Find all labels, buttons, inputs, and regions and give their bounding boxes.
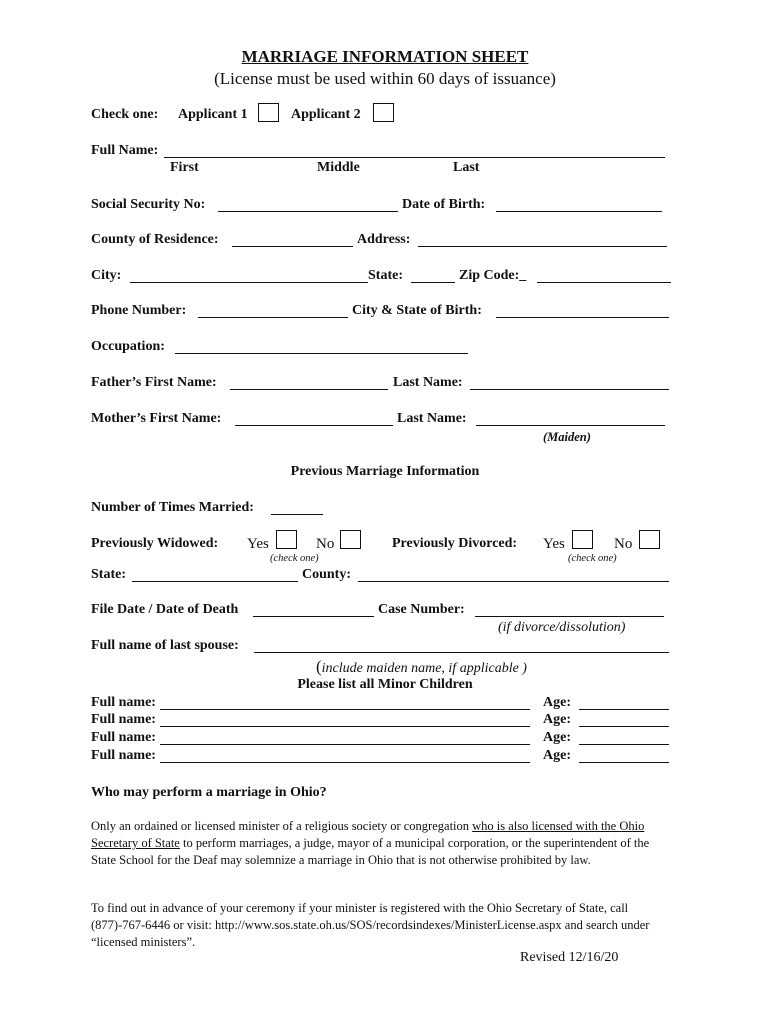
- child-1-age-field[interactable]: [579, 709, 669, 710]
- divorced-check-one-note: (check one): [568, 553, 617, 564]
- applicant-2-checkbox[interactable]: [373, 103, 394, 122]
- mother-last-name-label: Last Name:: [397, 411, 467, 426]
- ssn-label: Social Security No:: [91, 197, 206, 212]
- zip-code-field[interactable]: [537, 282, 671, 283]
- applicant-1-checkbox[interactable]: [258, 103, 279, 122]
- child-2-age-label: Age:: [543, 712, 571, 727]
- father-first-name-field[interactable]: [230, 389, 388, 390]
- child-3-name-field[interactable]: [160, 744, 530, 745]
- child-4-name-field[interactable]: [160, 762, 530, 763]
- file-date-field[interactable]: [253, 616, 374, 617]
- child-1-name-field[interactable]: [160, 709, 530, 710]
- occupation-label: Occupation:: [91, 339, 165, 354]
- zip-code-label: Zip Code:_: [459, 268, 527, 283]
- who-may-perform-heading: Who may perform a marriage in Ohio?: [91, 785, 327, 800]
- divorced-yes-label: Yes: [543, 536, 565, 552]
- case-number-field[interactable]: [475, 616, 664, 617]
- first-name-caption: First: [170, 160, 199, 175]
- child-2-name-field[interactable]: [160, 726, 530, 727]
- widowed-check-one-note: (check one): [270, 553, 319, 564]
- occupation-field[interactable]: [175, 353, 468, 354]
- full-name-field[interactable]: [164, 157, 665, 158]
- previous-county-label: County:: [302, 567, 352, 582]
- county-of-residence-field[interactable]: [232, 246, 353, 247]
- paragraph-1-start: Only an ordained or licensed minister of a religious society or congregation: [91, 819, 473, 833]
- page-subtitle: (License must be used within 60 days of issuance): [214, 69, 556, 88]
- last-name-caption: Last: [453, 160, 480, 175]
- mother-first-name-field[interactable]: [235, 425, 393, 426]
- child-1-name-label: Full name:: [91, 695, 156, 710]
- case-number-label: Case Number:: [378, 602, 465, 617]
- find-out-paragraph: To find out in advance of your ceremony if your minister is registered with the Ohio Secretary of State, call (877)-767-6446 or visit: http://www.sos.state.oh.us/SOS/recordsindexes/MinisterLicense.aspx and search under “licensed ministers”.: [91, 901, 650, 949]
- applicant-2-label: Applicant 2: [291, 107, 361, 122]
- address-field[interactable]: [418, 246, 667, 247]
- divorced-yes-checkbox[interactable]: [572, 530, 593, 549]
- mother-first-name-label: Mother’s First Name:: [91, 411, 222, 426]
- child-3-age-field[interactable]: [579, 744, 669, 745]
- previous-state-label: State:: [91, 567, 126, 582]
- widowed-no-checkbox[interactable]: [340, 530, 361, 549]
- ssn-field[interactable]: [218, 211, 398, 212]
- city-field[interactable]: [130, 282, 368, 283]
- state-field[interactable]: [411, 282, 455, 283]
- father-last-name-label: Last Name:: [393, 375, 463, 390]
- city-state-of-birth-label: City & State of Birth:: [352, 303, 482, 318]
- dob-field[interactable]: [496, 211, 662, 212]
- previously-divorced-label: Previously Divorced:: [392, 536, 518, 551]
- child-3-age-label: Age:: [543, 730, 571, 745]
- previous-state-field[interactable]: [132, 581, 298, 582]
- father-last-name-field[interactable]: [470, 389, 669, 390]
- father-first-name-label: Father’s First Name:: [91, 375, 217, 390]
- child-4-age-label: Age:: [543, 748, 571, 763]
- revised-date: Revised 12/16/20: [520, 950, 619, 965]
- who-may-perform-paragraph: [91, 818, 676, 869]
- child-2-age-field[interactable]: [579, 726, 669, 727]
- minor-children-heading: Please list all Minor Children: [297, 677, 473, 692]
- maiden-name-note-text: include maiden name, if applicable: [321, 661, 519, 676]
- divorced-no-label: No: [614, 536, 633, 552]
- city-label: City:: [91, 268, 122, 283]
- ohio-secretary-of-state-link[interactable]: who is also licensed with the Ohio Secretary of State: [91, 819, 645, 850]
- child-3-name-label: Full name:: [91, 730, 156, 745]
- last-spouse-field[interactable]: [254, 652, 669, 653]
- child-2-name-label: Full name:: [91, 712, 156, 727]
- maiden-caption: (Maiden): [543, 430, 591, 444]
- divorce-note: (if divorce/dissolution): [498, 620, 626, 635]
- mother-last-name-field[interactable]: [476, 425, 665, 426]
- page-title: MARRIAGE INFORMATION SHEET: [241, 47, 529, 66]
- paragraph-1-end: to perform marriages, a judge, mayor of a municipal corporation, or the superintendent of the State School for the Deaf may solemnize a marriage in Ohio that is not otherwise prohibited by law.: [91, 836, 650, 867]
- middle-name-caption: Middle: [317, 160, 360, 175]
- address-label: Address:: [357, 232, 411, 247]
- state-label: State:: [368, 268, 403, 283]
- times-married-field[interactable]: [271, 514, 323, 515]
- times-married-label: Number of Times Married:: [91, 500, 254, 515]
- applicant-1-label: Applicant 1: [178, 107, 248, 122]
- previous-marriage-heading: Previous Marriage Information: [290, 464, 480, 479]
- maiden-name-note: (include maiden name, if applicable ): [316, 657, 527, 676]
- child-4-name-label: Full name:: [91, 748, 156, 763]
- phone-number-field[interactable]: [198, 317, 348, 318]
- city-state-of-birth-field[interactable]: [496, 317, 669, 318]
- file-date-label: File Date / Date of Death: [91, 602, 239, 617]
- widowed-no-label: No: [316, 536, 335, 552]
- widowed-yes-checkbox[interactable]: [276, 530, 297, 549]
- phone-number-label: Phone Number:: [91, 303, 187, 318]
- county-of-residence-label: County of Residence:: [91, 232, 219, 247]
- widowed-yes-label: Yes: [247, 536, 269, 552]
- child-4-age-field[interactable]: [579, 762, 669, 763]
- full-name-label: Full Name:: [91, 143, 159, 158]
- previous-county-field[interactable]: [358, 581, 669, 582]
- child-1-age-label: Age:: [543, 695, 571, 710]
- check-one-label: Check one:: [91, 107, 159, 122]
- previously-widowed-label: Previously Widowed:: [91, 536, 219, 551]
- dob-label: Date of Birth:: [402, 197, 486, 212]
- divorced-no-checkbox[interactable]: [639, 530, 660, 549]
- last-spouse-label: Full name of last spouse:: [91, 638, 239, 653]
